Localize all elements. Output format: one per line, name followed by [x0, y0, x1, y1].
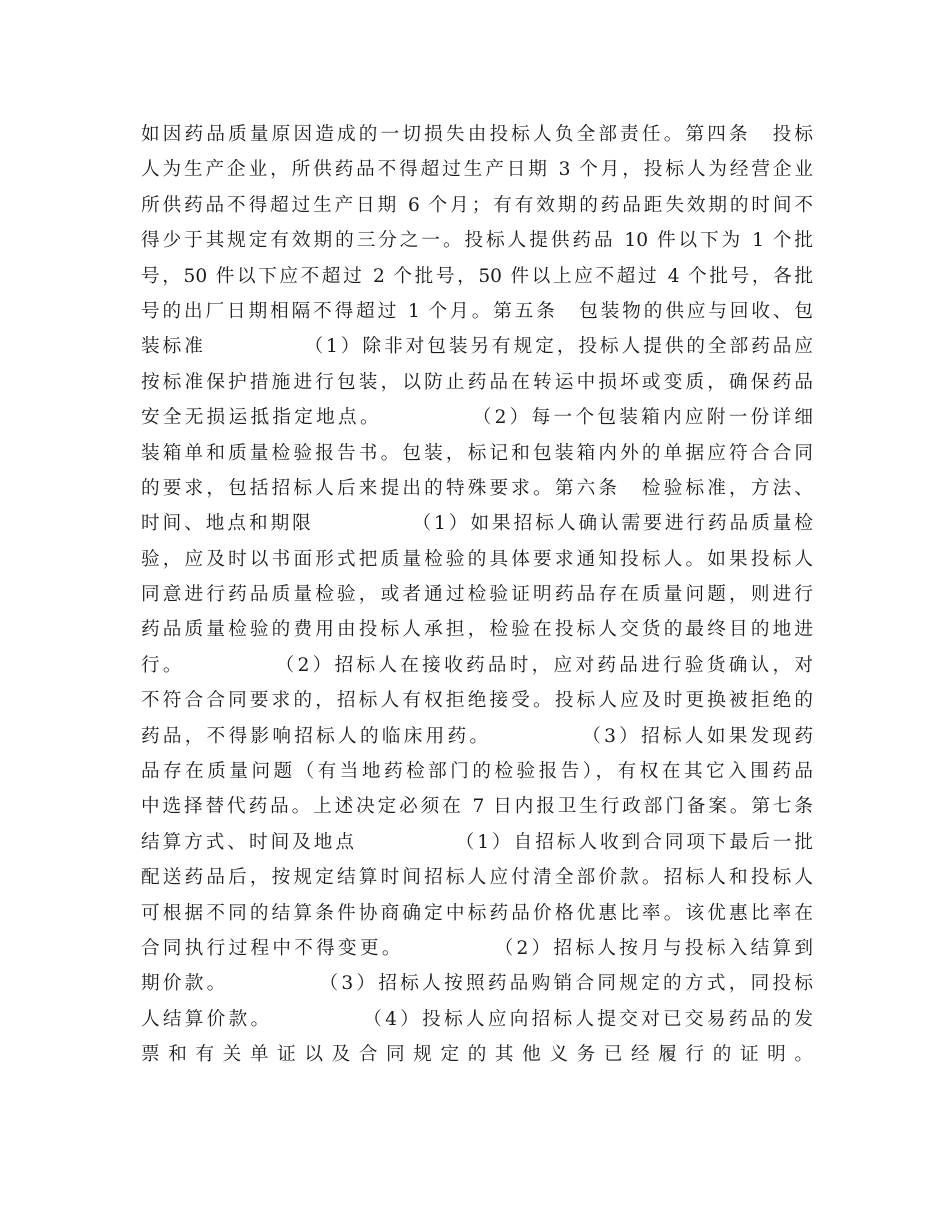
text-line: 按标准保护措施进行包装，以防止药品在转运中损坏或变质，确保药品: [141, 371, 813, 393]
text-line: 号，50 件以下应不超过 2 个批号，50 件以上应不超过 4 个批号，各批: [141, 265, 813, 287]
text-line: 药品，不得影响招标人的临床用药。 （3）招标人如果发现药: [141, 725, 813, 747]
text-line: 如因药品质量原因造成的一切损失由投标人负全部责任。第四条 投标: [141, 124, 813, 145]
text-line: 装标准 （1）除非对包装另有规定，投标人提供的全部药品应: [141, 336, 813, 358]
text-line: 得少于其规定有效期的三分之一。投标人提供药品 10 件以下为 1 个批: [141, 230, 813, 252]
text-line: 药品质量检验的费用由投标人承担，检验在投标人交货的最终目的地进: [141, 619, 813, 641]
text-line: 配送药品后，按规定结算时间招标人应付清全部价款。招标人和投标人: [141, 867, 813, 889]
contract-text-block: [141, 117, 813, 1073]
text-line: 不符合合同要求的，招标人有权拒绝接受。投标人应及时更换被拒绝的: [141, 690, 813, 712]
text-line: 时间、地点和期限 （1）如果招标人确认需要进行药品质量检: [141, 513, 813, 535]
text-line: 同意进行药品质量检验，或者通过检验证明药品存在质量问题，则进行: [141, 584, 813, 606]
text-line: 所供药品不得超过生产日期 6 个月；有有效期的药品距失效期的时间不: [141, 194, 813, 216]
text-line: 人为生产企业，所供药品不得超过生产日期 3 个月，投标人为经营企业: [141, 159, 813, 181]
text-line: 合同执行过程中不得变更。 （2）招标人按月与投标入结算到: [141, 937, 813, 959]
text-line: 的要求，包括招标人后来提出的特殊要求。第六条 检验标准，方法、: [141, 477, 813, 499]
text-line: 验，应及时以书面形式把质量检验的具体要求通知投标人。如果投标人: [141, 548, 813, 570]
text-line: 人结算价款。 （4）投标人应向招标人提交对已交易药品的发: [141, 1008, 813, 1030]
text-line: 期价款。 （3）招标人按照药品购销合同规定的方式，同投标: [141, 973, 813, 995]
text-line: 结算方式、时间及地点 （1）自招标人收到合同项下最后一批: [141, 831, 813, 853]
text-line: 票和有关单证以及合同规定的其他义务已经履行的证明。: [141, 1044, 813, 1066]
text-line: 安全无损运抵指定地点。 （2）每一个包装箱内应附一份详细: [141, 407, 813, 429]
text-line: 可根据不同的结算条件协商确定中标药品价格优惠比率。该优惠比率在: [141, 902, 813, 924]
text-line: 中选择替代药品。上述决定必须在 7 日内报卫生行政部门备案。第七条: [141, 796, 813, 818]
text-line: 号的出厂日期相隔不得超过 1 个月。第五条 包装物的供应与回收、包: [141, 300, 813, 322]
text-line: 品存在质量问题（有当地药检部门的检验报告），有权在其它入围药品: [141, 761, 813, 783]
text-line: 装箱单和质量检验报告书。包装，标记和包装箱内外的单据应符合合同: [141, 442, 813, 464]
text-line: 行。 （2）招标人在接收药品时，应对药品进行验货确认，对: [141, 654, 813, 676]
